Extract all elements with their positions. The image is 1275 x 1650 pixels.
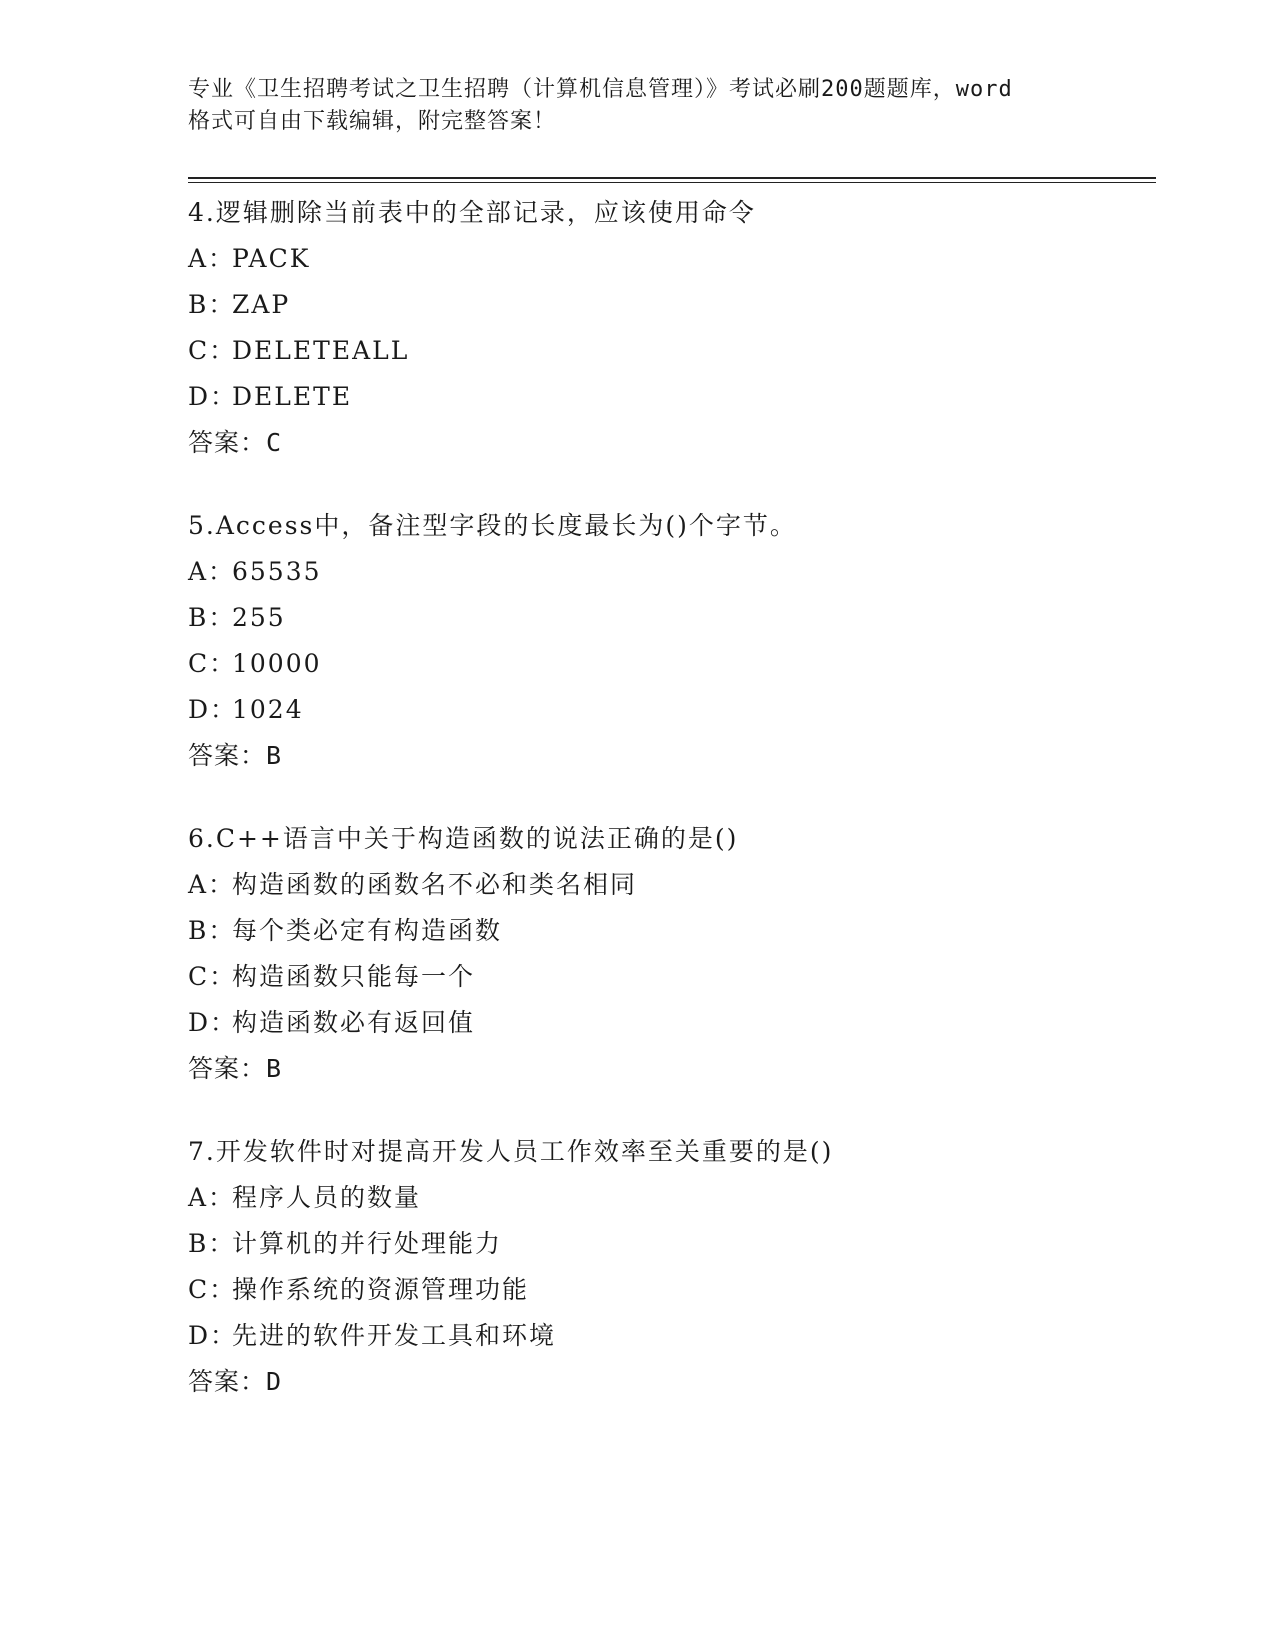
option-text: ZAP [232, 290, 291, 319]
option-a [188, 236, 1156, 282]
header-divider-thin [188, 182, 1156, 183]
option-b [188, 595, 1156, 641]
option-a [188, 862, 1156, 908]
option-key: B： [188, 603, 236, 632]
option-key: D： [188, 1008, 238, 1037]
option-d [188, 374, 1156, 420]
option-key: C： [188, 962, 237, 991]
option-text: 构造函数的函数名不必和类名相同 [232, 870, 638, 899]
question-stem: 7.开发软件时对提高开发人员工作效率至关重要的是() [188, 1137, 834, 1166]
option-b [188, 908, 1156, 954]
option-key: B： [188, 290, 236, 319]
option-key: D： [188, 1321, 238, 1350]
option-text: 每个类必定有构造函数 [232, 916, 503, 945]
option-a [188, 549, 1156, 595]
option-c [188, 954, 1156, 1000]
question-item [188, 503, 1156, 779]
option-d [188, 1313, 1156, 1359]
header-line-2: 格式可自由下载编辑，附完整答案！ [188, 109, 557, 134]
option-text: 构造函数只能每一个 [232, 962, 476, 991]
answer-text: 答案：B [188, 741, 283, 770]
question-list [188, 190, 1156, 1442]
option-key: A： [188, 557, 236, 586]
option-b [188, 1221, 1156, 1267]
option-d [188, 1000, 1156, 1046]
option-text: 构造函数必有返回值 [232, 1008, 476, 1037]
option-text: 先进的软件开发工具和环境 [232, 1321, 557, 1350]
option-text: 计算机的并行处理能力 [232, 1229, 503, 1258]
answer-text: 答案：D [188, 1367, 283, 1396]
option-d [188, 687, 1156, 733]
option-text: 10000 [232, 649, 322, 678]
question-item [188, 816, 1156, 1092]
answer-text: 答案：C [188, 428, 283, 457]
option-key: A： [188, 1183, 236, 1212]
option-c [188, 1267, 1156, 1313]
option-key: D： [188, 695, 238, 724]
option-key: A： [188, 244, 236, 273]
option-b [188, 282, 1156, 328]
question-stem: 6.C++语言中关于构造函数的说法正确的是() [188, 824, 739, 853]
option-text: 65535 [232, 557, 322, 586]
option-text: PACK [232, 244, 311, 273]
option-key: A： [188, 870, 236, 899]
option-key: B： [188, 1229, 236, 1258]
option-a [188, 1175, 1156, 1221]
question-stem: 4.逻辑删除当前表中的全部记录，应该使用命令 [188, 198, 756, 227]
option-key: D： [188, 382, 238, 411]
question-stem: 5.Access中，备注型字段的长度最长为()个字节。 [188, 511, 797, 540]
option-text: 255 [232, 603, 286, 632]
option-text: 程序人员的数量 [232, 1183, 422, 1212]
option-text: 1024 [232, 695, 304, 724]
option-key: C： [188, 649, 237, 678]
option-text: 操作系统的资源管理功能 [232, 1275, 530, 1304]
option-key: B： [188, 916, 236, 945]
header-line-1: 专业《卫生招聘考试之卫生招聘（计算机信息管理）》考试必刷200题题库，word [188, 77, 1013, 102]
header-divider-thick [188, 177, 1156, 179]
option-key: C： [188, 1275, 237, 1304]
option-text: DELETEALL [232, 336, 410, 365]
answer-text: 答案：B [188, 1054, 283, 1083]
question-item [188, 190, 1156, 466]
document-header [188, 74, 1088, 138]
option-text: DELETE [232, 382, 353, 411]
question-item [188, 1129, 1156, 1405]
option-key: C： [188, 336, 237, 365]
option-c [188, 641, 1156, 687]
option-c [188, 328, 1156, 374]
